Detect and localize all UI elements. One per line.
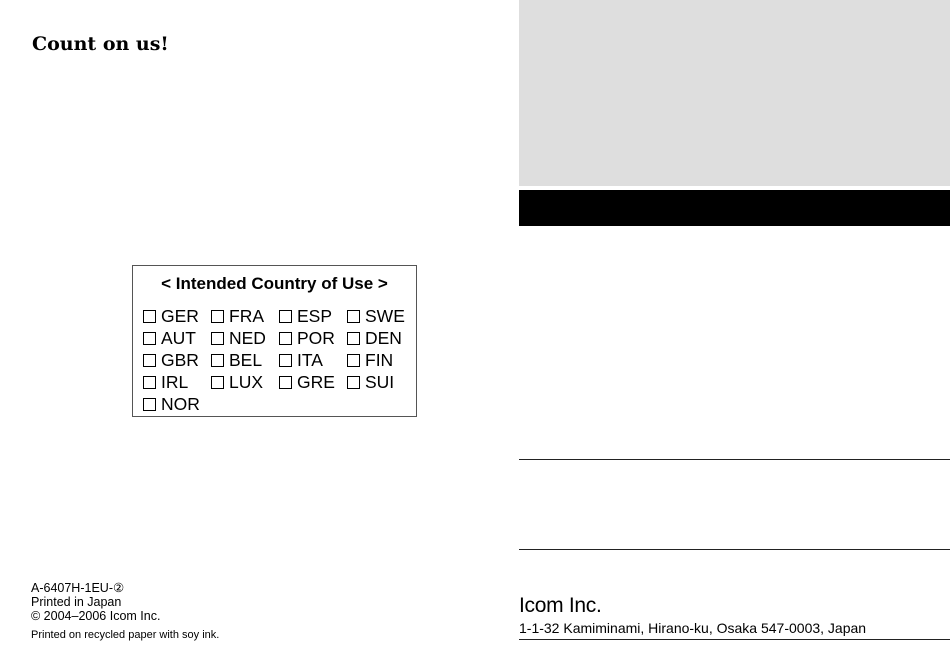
- checkbox-icon: [211, 332, 224, 345]
- black-band: [519, 190, 950, 226]
- country-code: GER: [161, 305, 199, 326]
- divider-rule: [519, 459, 950, 460]
- checkbox-icon: [347, 376, 360, 389]
- country-option-irl: [143, 371, 211, 393]
- country-code: NOR: [161, 393, 200, 414]
- country-box-title: < Intended Country of Use >: [161, 274, 388, 293]
- printed-in-note: Printed in Japan: [31, 595, 122, 609]
- country-option-fra: [211, 305, 279, 327]
- country-option-ita: [279, 349, 347, 371]
- tagline: Count on us!: [32, 33, 169, 55]
- checkbox-icon: [143, 310, 156, 323]
- country-option-ger: [143, 305, 211, 327]
- country-option-nor: [143, 393, 211, 415]
- country-code: SUI: [365, 371, 395, 392]
- country-code: GBR: [161, 349, 199, 370]
- country-grid: [143, 305, 415, 415]
- checkbox-icon: [279, 354, 292, 367]
- country-code: FRA: [229, 305, 264, 326]
- country-option-gre: [279, 371, 347, 393]
- checkbox-icon: [279, 310, 292, 323]
- country-option-gbr: [143, 349, 211, 371]
- checkbox-icon: [143, 398, 156, 411]
- checkbox-icon: [279, 332, 292, 345]
- country-option-ned: [211, 327, 279, 349]
- country-code: IRL: [161, 371, 189, 392]
- divider-rule: [519, 549, 950, 550]
- checkbox-icon: [211, 354, 224, 367]
- country-code: SWE: [365, 305, 405, 326]
- company-name: Icom Inc.: [519, 594, 602, 617]
- checkbox-icon: [347, 354, 360, 367]
- country-code: AUT: [161, 327, 196, 348]
- country-option-bel: [211, 349, 279, 371]
- country-code: LUX: [229, 371, 264, 392]
- country-code: BEL: [229, 349, 263, 370]
- country-option-por: [279, 327, 347, 349]
- company-address: 1-1-32 Kamiminami, Hirano-ku, Osaka 547-0003, Japan: [519, 620, 867, 636]
- intended-country-box: [132, 265, 417, 417]
- checkbox-icon: [143, 376, 156, 389]
- checkbox-icon: [211, 310, 224, 323]
- country-option-sui: [347, 371, 415, 393]
- country-code: NED: [229, 327, 266, 348]
- country-code: ITA: [297, 349, 323, 370]
- country-code: DEN: [365, 327, 402, 348]
- country-code: POR: [297, 327, 335, 348]
- country-option-fin: [347, 349, 415, 371]
- gray-panel: [519, 0, 950, 186]
- address-underline: [519, 639, 950, 640]
- recycled-paper-note: Printed on recycled paper with soy ink.: [31, 629, 220, 641]
- country-code: ESP: [297, 305, 333, 326]
- checkbox-icon: [347, 332, 360, 345]
- country-option-lux: [211, 371, 279, 393]
- checkbox-icon: [143, 354, 156, 367]
- checkbox-icon: [143, 332, 156, 345]
- country-option-esp: [279, 305, 347, 327]
- footer-left: [31, 581, 219, 642]
- country-option-den: [347, 327, 415, 349]
- country-code: GRE: [297, 371, 335, 392]
- document-code: A-6407H-1EU-②: [31, 581, 125, 595]
- checkbox-icon: [279, 376, 292, 389]
- copyright-note: © 2004–2006 Icom Inc.: [31, 609, 161, 623]
- country-code: FIN: [365, 349, 394, 370]
- checkbox-icon: [347, 310, 360, 323]
- country-option-swe: [347, 305, 415, 327]
- checkbox-icon: [211, 376, 224, 389]
- country-option-aut: [143, 327, 211, 349]
